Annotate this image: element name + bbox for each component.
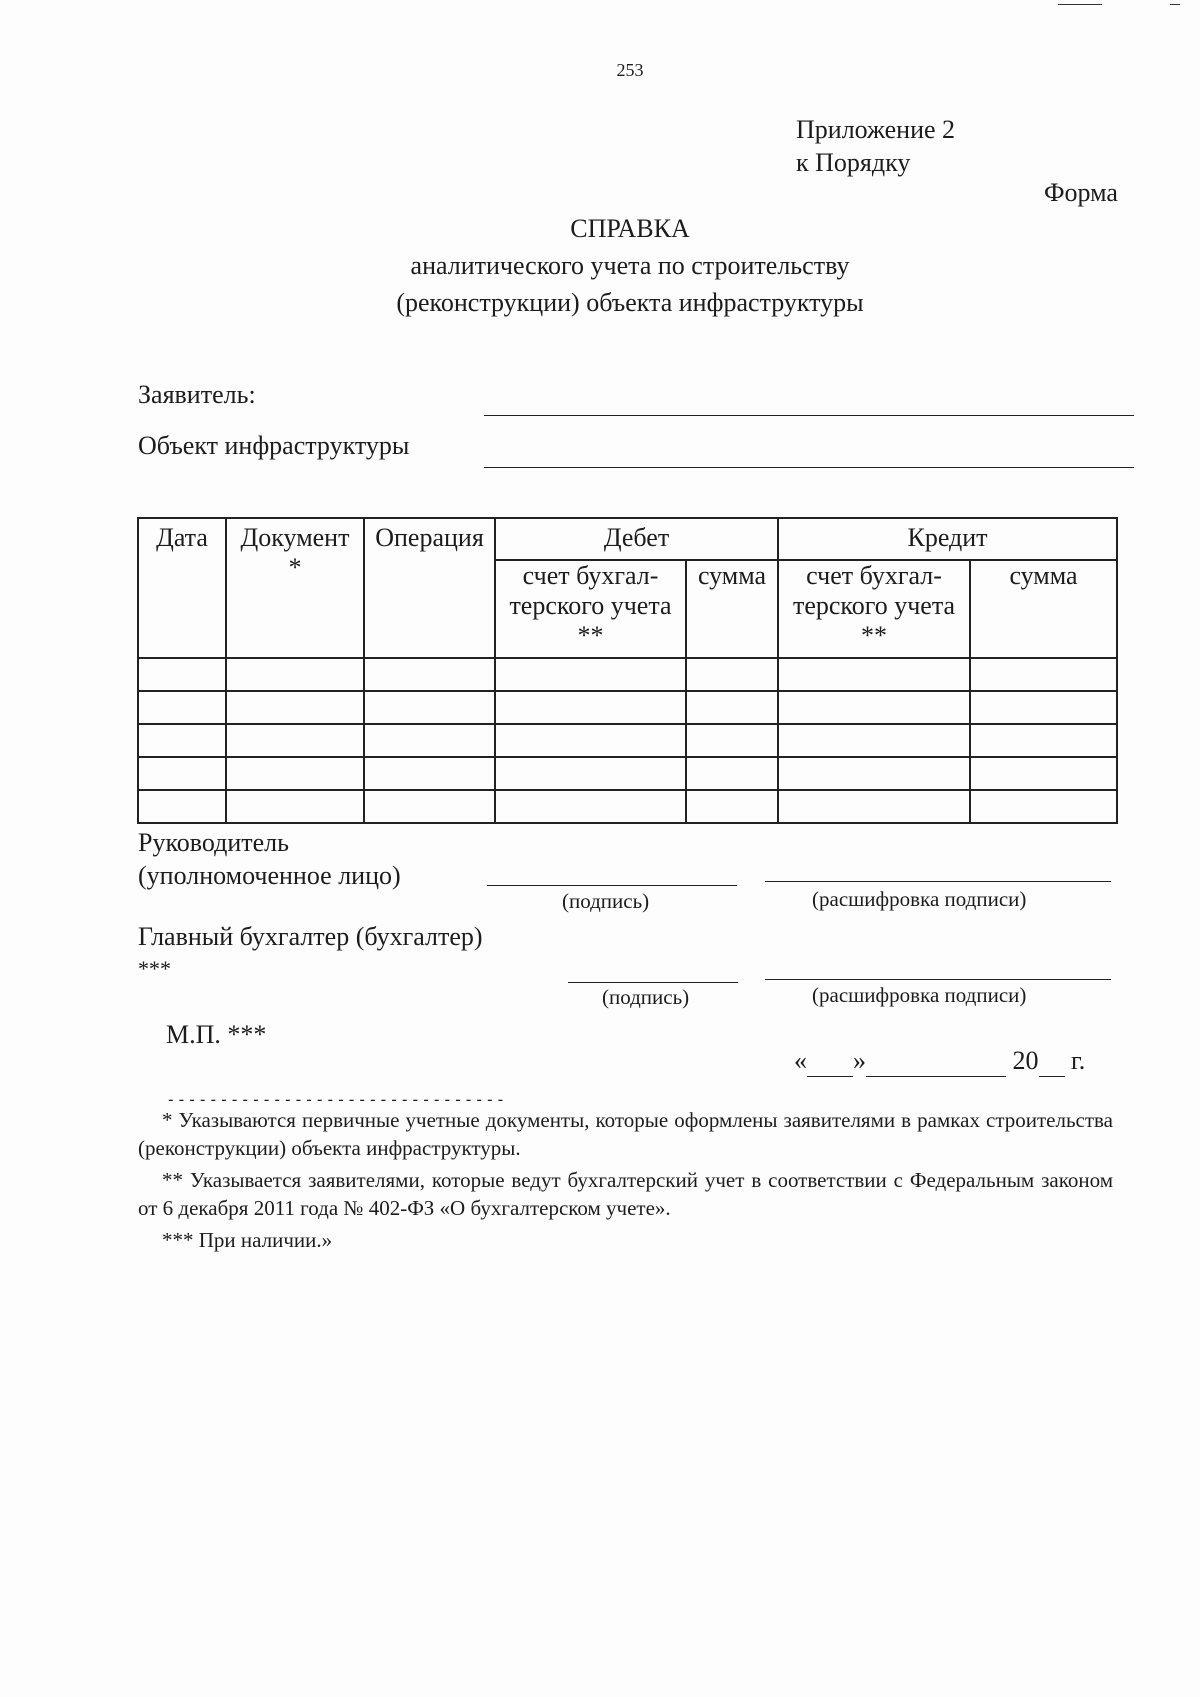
table-cell[interactable] [495,691,686,724]
credit-account-line1: счет бухгал- [806,561,942,590]
header-document [226,518,364,658]
debit-account-mark: ** [577,621,604,650]
head-label [138,826,401,892]
head-label-line1: Руководитель [138,828,289,857]
header-operation: Операция [364,518,495,658]
date-month-field[interactable] [866,1046,1006,1077]
table-row [138,658,1117,691]
table-row [138,790,1117,823]
header-credit: Кредит [778,518,1117,560]
applicant-field[interactable] [484,415,1134,416]
table-cell[interactable] [138,757,226,790]
header-document-mark: * [288,553,302,582]
table-cell[interactable] [138,724,226,757]
object-field[interactable] [484,467,1134,468]
accountant-mark: *** [138,956,171,981]
footnote-2: ** Указывается заявителями, которые ведут бухгалтерский учет в соответствии с Федеральным законом от 6 декабря 2011 года № 402-ФЗ «О бухгалтерском учете». [138,1168,1113,1220]
table-cell[interactable] [686,790,778,823]
ledger-body [138,658,1117,823]
header-credit-account [778,560,970,658]
date-year-field[interactable] [1039,1046,1065,1077]
footnote-1: * Указываются первичные учетные документы, которые оформлены заявителями в рамках строительства (реконструкции) объекта инфраструктуры. [138,1108,1113,1160]
table-cell[interactable] [364,757,495,790]
table-cell[interactable] [686,724,778,757]
accountant-signature-field[interactable] [568,982,738,983]
table-cell[interactable] [364,658,495,691]
table-cell[interactable] [495,724,686,757]
credit-account-mark: ** [861,621,888,650]
document-subtitle-line1: аналитического учета по строительству [410,251,850,280]
table-cell[interactable] [778,691,970,724]
appendix-title: Приложение 2 [796,115,956,144]
head-label-line2: (уполномоченное лицо) [138,861,401,890]
table-cell[interactable] [778,724,970,757]
scan-mark [1058,4,1102,5]
header-credit-sum: сумма [970,560,1117,658]
table-cell[interactable] [364,691,495,724]
header-debit: Дебет [495,518,778,560]
table-cell[interactable] [686,658,778,691]
date-line [794,1046,1085,1077]
table-cell[interactable] [138,691,226,724]
table-cell[interactable] [138,790,226,823]
accountant-signature-decode-field[interactable] [765,979,1111,980]
table-cell[interactable] [495,790,686,823]
date-day-field[interactable] [807,1046,853,1077]
table-cell[interactable] [226,757,364,790]
accountant-decode-caption: (расшифровка подписи) [812,983,1027,1007]
debit-account-line1: счет бухгал- [522,561,659,590]
document-title: СПРАВКА [570,214,690,243]
stamp-label: М.П. *** [166,1020,267,1049]
head-signature-decode-field[interactable] [765,881,1111,882]
table-cell[interactable] [970,757,1117,790]
table-cell[interactable] [364,724,495,757]
table-cell[interactable] [226,724,364,757]
table-cell[interactable] [226,691,364,724]
table-cell[interactable] [970,691,1117,724]
footnote-separator: -------------------------------- [166,1090,507,1109]
accountant-signature-caption: (подпись) [602,985,690,1009]
header-debit-account [495,560,686,658]
appendix-block [796,113,955,179]
header-document-label: Документ [240,523,350,552]
accountant-label: Главный бухгалтер (бухгалтер) [138,922,483,951]
footnote-3: *** При наличии.» [162,1228,333,1252]
document-subtitle-line2: (реконструкции) объекта инфраструктуры [396,288,864,317]
ledger-table [137,517,1118,824]
table-row [138,724,1117,757]
table-cell[interactable] [364,790,495,823]
date-year-prefix: 20 [1012,1046,1039,1075]
object-label: Объект инфраструктуры [138,431,410,460]
date-quote-close: » [853,1046,866,1075]
table-row [138,691,1117,724]
table-cell[interactable] [778,790,970,823]
table-cell[interactable] [226,658,364,691]
applicant-label: Заявитель: [138,380,256,409]
form-label: Форма [1044,178,1118,207]
date-year-suffix: г. [1071,1046,1086,1075]
table-cell[interactable] [686,691,778,724]
appendix-reference: к Порядку [796,148,911,177]
head-signature-field[interactable] [487,885,737,886]
date-quote-open: « [794,1046,807,1075]
table-cell[interactable] [495,658,686,691]
scan-mark [1170,4,1180,5]
table-cell[interactable] [970,790,1117,823]
table-cell[interactable] [226,790,364,823]
table-cell[interactable] [686,757,778,790]
head-decode-caption: (расшифровка подписи) [812,887,1027,911]
table-row [138,757,1117,790]
table-cell[interactable] [970,724,1117,757]
table-cell[interactable] [778,658,970,691]
header-debit-sum: сумма [686,560,778,658]
table-cell[interactable] [778,757,970,790]
debit-account-line2: терского учета [509,591,672,620]
table-cell[interactable] [138,658,226,691]
page-number: 253 [616,60,644,80]
credit-account-line2: терского учета [792,591,956,620]
footnotes [138,1106,1113,1258]
head-signature-caption: (подпись) [562,889,650,913]
header-date: Дата [138,518,226,658]
table-cell[interactable] [970,658,1117,691]
table-cell[interactable] [495,757,686,790]
